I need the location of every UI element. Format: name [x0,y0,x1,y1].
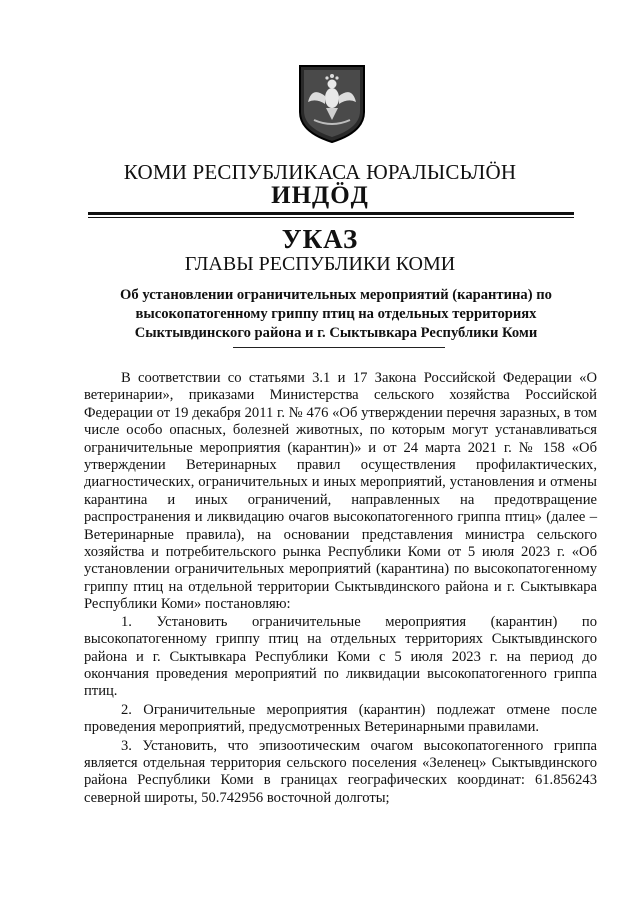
preamble-paragraph: В соответствии со статьями 3.1 и 17 Закона Российской Федерации «О ветеринарии», приказами Министерства сельского хозяйства Российской Федерации от 19 декабря 2011 г. № 476 «Об утверждении перечня заразных, в том числе особо опасных, болезней животных, по которым могут устанавливаться ограничительные мероприятия (карантин)» и от 24 марта 2021 г. № 158 «Об утверждении Ветеринарных правил осуществления профилактических, диагностических, ограничительных и иных мероприятий, установления и отмены карантина и иных ограничений, направленных на предотвращение распространения и ликвидацию очагов высокопатогенного гриппа птиц» (далее – Ветеринарные правила), на основании представления министра сельского хозяйства и потребительского рынка Республики Коми от 5 июля 2023 г. «Об установлении ограничительных мероприятий (карантина) по высокопатогенному гриппу птиц на отдельной территории Сыктывдинского района и г. Сыктывкара Республики Коми» постановляю: [84,370,597,613]
item-2-paragraph: 2. Ограничительные мероприятия (карантин) подлежат отмене после проведения мероприятий, предусмотренных Ветеринарными правилами. [84,701,597,736]
issuer-title: ГЛАВЫ РЕСПУБЛИКИ КОМИ [184,253,456,275]
item-3-paragraph: 3. Установить, что эпизоотическим очагом высокопатогенного гриппа является отдельная территория сельского поселения «Зеленец» Сыктывдинского района Республики Коми в границах географических координат: 61.856243 северной широты, 50.742956 восточной долготы; [84,737,597,806]
header-divider-thin [88,217,574,218]
header-divider-thick [88,212,574,215]
komi-document-type: ИНДӦД [271,182,369,209]
decree-body [84,370,597,807]
komi-language-heading: КОМИ РЕСПУБЛИКАСА ЮРАЛЫСЬЛӦН [123,160,517,184]
komi-coat-of-arms-icon [296,62,368,144]
item-1-paragraph: 1. Установить ограничительные мероприятия (карантин) по высокопатогенному гриппу птиц на отдельных территориях Сыктывдинского района и г. Сыктывкара Республики Коми с 5 июля 2023 г. на период до окончания проведения мероприятий по ликвидации высокопатогенного гриппа птиц. [84,613,597,700]
subject-separator [233,347,445,348]
document-type-title: УКАЗ [281,224,359,254]
decree-subject: Об установлении ограничительных мероприятий (карантина) по высокопатогенному гриппу птиц на отдельных территориях Сыктывдинского района и г. Сыктывкара Республики Коми [120,287,552,341]
